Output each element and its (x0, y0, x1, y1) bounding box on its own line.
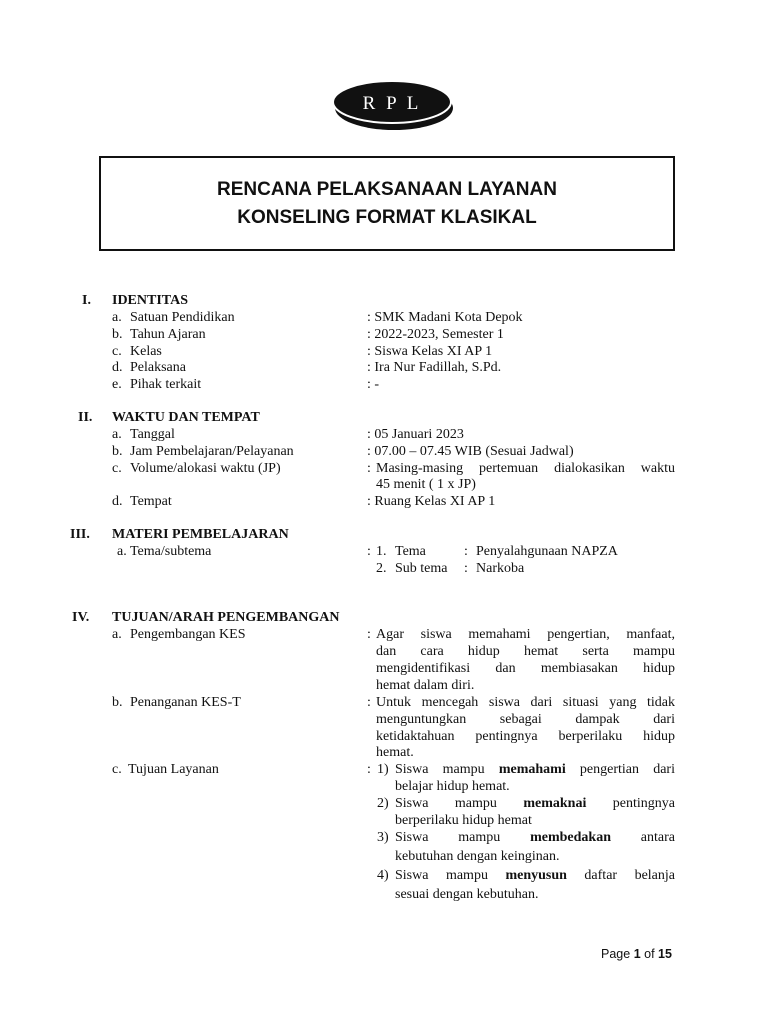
sec2-a-label: Tanggal (130, 427, 175, 442)
sec4-b-line-4: hemat. (376, 745, 414, 760)
title-line-1: RENCANA PELAKSANAAN LAYANAN (217, 179, 557, 200)
goal-3-num: 3) (377, 830, 389, 845)
sec1-c-label: Kelas (130, 344, 162, 359)
sec2-b-value: : 07.00 – 07.45 WIB (Sesuai Jadwal) (367, 444, 574, 459)
sec4-c-colon: : (367, 762, 371, 777)
goal-4-line-2: sesuai dengan kebutuhan. (395, 887, 539, 902)
sec3-item-label: a. Tema/subtema (117, 544, 212, 559)
sec3-heading: MATERI PEMBELAJARAN (112, 527, 289, 542)
sec4-num: IV. (72, 610, 90, 625)
sec1-e-letter: e. (112, 377, 122, 392)
sec3-row2-label: Sub tema (395, 561, 448, 576)
sec2-a-letter: a. (112, 427, 122, 442)
sec2-c-label: Volume/alokasi waktu (JP) (130, 461, 281, 476)
sec4-a-letter: a. (112, 627, 122, 642)
rpl-logo (330, 79, 455, 131)
sec2-c-letter: c. (112, 461, 122, 476)
sec1-b-value: : 2022-2023, Semester 1 (367, 327, 504, 342)
sec4-b-line-3: ketidaktahuan pentingnya berperilaku hidup (376, 729, 675, 744)
sec1-e-value: : - (367, 377, 380, 392)
goal-1-num: 1) (377, 762, 389, 777)
sec2-c-line-2: 45 menit ( 1 x JP) (376, 477, 476, 492)
sec4-b-letter: b. (112, 695, 123, 710)
sec4-a-line-3: mengidentifikasi dan membiasakan hidup (376, 661, 675, 676)
goal-2-line-2: berperilaku hidup hemat (395, 813, 532, 828)
sec2-c-colon: : (367, 461, 371, 476)
goal-2-verb: memaknai (523, 796, 587, 811)
sec1-d-value: : Ira Nur Fadillah, S.Pd. (367, 360, 502, 375)
sec2-d-value: : Ruang Kelas XI AP 1 (367, 494, 496, 509)
sec2-b-letter: b. (112, 444, 123, 459)
sec1-c-value: : Siswa Kelas XI AP 1 (367, 344, 493, 359)
sec3-row1-value: Penyalahgunaan NAPZA (476, 544, 618, 559)
title-box (99, 156, 675, 251)
sec2-heading: WAKTU DAN TEMPAT (112, 410, 260, 425)
sec3-num: III. (70, 527, 90, 542)
title-line-2: KONSELING FORMAT KLASIKAL (237, 207, 537, 228)
sec3-row2-colon: : (464, 561, 468, 576)
sec4-a-line-1: Agar siswa memahami pengertian, manfaat, (376, 627, 675, 642)
sec3-colon: : (367, 544, 371, 559)
page-footer: Page 1 of 15 (601, 947, 672, 961)
sec4-b-line-2: menguntungkan sebagai dampak dari (376, 712, 675, 727)
sec4-b-colon: : (367, 695, 371, 710)
sec3-row2-num: 2. (376, 561, 387, 576)
sec1-e-label: Pihak terkait (130, 377, 202, 392)
sec1-d-label: Pelaksana (130, 360, 186, 375)
goal-2-num: 2) (377, 796, 389, 811)
sec3-row1-num: 1. (376, 544, 387, 559)
sec4-b-line-1: Untuk mencegah siswa dari situasi yang tidak (376, 695, 675, 710)
sec3-row1-colon: : (464, 544, 468, 559)
sec2-d-letter: d. (112, 494, 123, 509)
goal-4-verb: menyusun (505, 868, 567, 883)
goal-3-line-1: Siswa mampu membedakan antara (395, 830, 675, 845)
goal-1-verb: memahami (498, 762, 566, 777)
goal-4-num: 4) (377, 868, 389, 883)
sec1-a-value: : SMK Madani Kota Depok (367, 310, 523, 325)
sec2-num: II. (78, 410, 93, 425)
sec2-a-value: : 05 Januari 2023 (367, 427, 464, 442)
sec4-a-colon: : (367, 627, 371, 642)
goal-3-verb: membedakan (530, 830, 611, 845)
sec2-b-label: Jam Pembelajaran/Pelayanan (130, 444, 294, 459)
sec4-c-label: Tujuan Layanan (128, 762, 219, 777)
sec1-a-letter: a. (112, 310, 122, 325)
sec2-c-line-1: Masing-masing pertemuan dialokasikan waktu (376, 461, 675, 476)
sec1-b-label: Tahun Ajaran (130, 327, 206, 342)
sec4-a-label: Pengembangan KES (130, 627, 246, 642)
goal-1-line-1: Siswa mampu memahami pengertian dari (395, 762, 675, 777)
sec4-c-letter: c. (112, 762, 122, 777)
goal-2-line-1: Siswa mampu memaknai pentingnya (395, 796, 675, 811)
page-total: 15 (658, 947, 672, 961)
goal-3-line-2: kebutuhan dengan keinginan. (395, 849, 560, 864)
sec4-a-line-2: dan cara hidup hemat serta mampu (376, 644, 675, 659)
sec1-num: I. (82, 293, 91, 308)
sec3-row2-value: Narkoba (476, 561, 525, 576)
sec1-c-letter: c. (112, 344, 122, 359)
page-current: 1 (633, 947, 641, 961)
sec2-d-label: Tempat (130, 494, 172, 509)
sec4-heading: TUJUAN/ARAH PENGEMBANGAN (112, 610, 340, 625)
goal-1-line-2: belajar hidup hemat. (395, 779, 510, 794)
sec1-a-label: Satuan Pendidikan (130, 310, 235, 325)
sec3-row1-label: Tema (395, 544, 426, 559)
goal-4-line-1: Siswa mampu menyusun daftar belanja (395, 868, 675, 883)
sec4-a-line-4: hemat dalam diri. (376, 678, 475, 693)
sec4-b-label: Penanganan KES-T (130, 695, 241, 710)
sec1-b-letter: b. (112, 327, 123, 342)
sec1-d-letter: d. (112, 360, 123, 375)
logo-text: R P L (362, 93, 422, 114)
sec1-heading: IDENTITAS (112, 293, 188, 308)
